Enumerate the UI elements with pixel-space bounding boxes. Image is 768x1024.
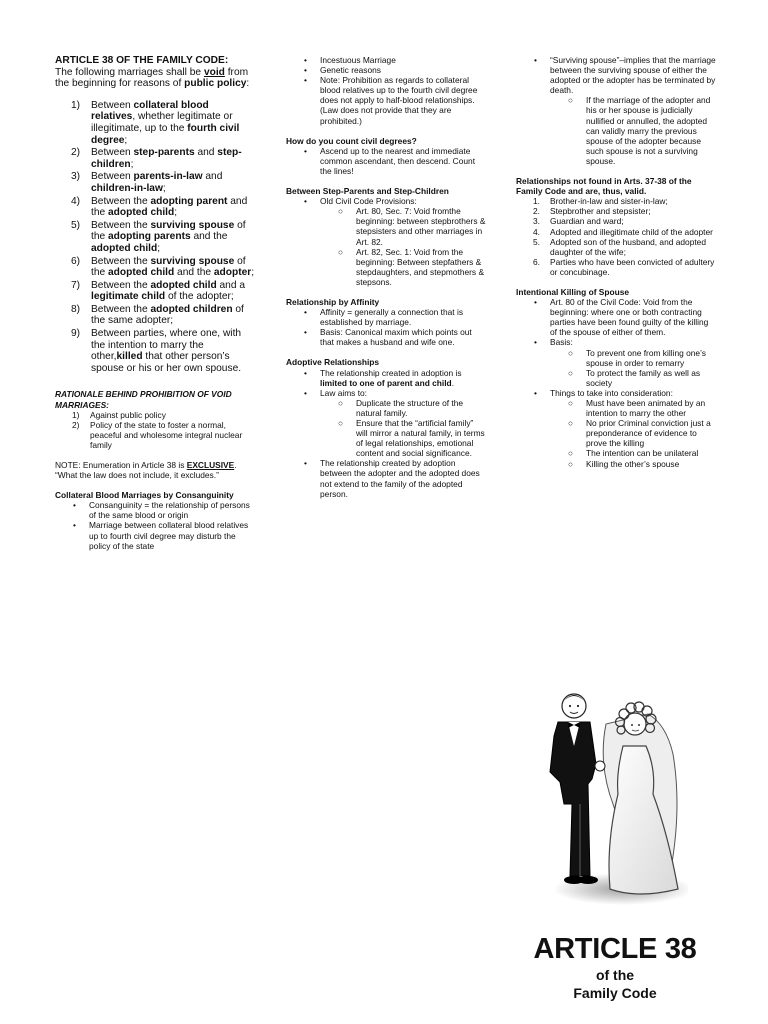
list-item: ○ Duplicate the structure of the natural family.	[338, 397, 464, 418]
list-item: ○ The intention can be unilateral	[568, 448, 699, 459]
list-item: 6. Parties who have been convicted of adultery or concubinage.	[533, 256, 715, 277]
list-item: ○ Ensure that the “artificial family” will mirror a natural family, in terms of legal relationships, emotional content and social significance.	[338, 418, 485, 459]
cover-title	[520, 932, 710, 1002]
list-item: ○ If the marriage of the adopter and his or her spouse is judicially nullified or annulled, the adopted can validly marry the previous spouse of the adopter because such spouse is not a surviving spouse.	[568, 95, 711, 166]
article-intro: The following marriages shall be void from the beginning for reasons of public policy:	[55, 66, 250, 90]
collateral-heading: Collateral Blood Marriages by Consanguinity	[55, 490, 234, 501]
list-item: ○ Art. 82, Sec. 1: Void from the beginning: Between stepfathers & stepdaughters, and stepmothers & stepsons.	[338, 246, 485, 287]
list-item: 6) Between the surviving spouse of the adopted child and the adopter;	[71, 255, 255, 279]
list-item: 1. Brother-in-law and sister-in-law;	[533, 196, 668, 207]
step-sub-list	[286, 206, 486, 287]
valid-relationships-list	[516, 196, 716, 277]
list-item: 3. Guardian and ward;	[533, 216, 624, 227]
list-item: • Incestuous Marriage	[304, 55, 396, 65]
list-item: ○ To protect the family as well as society	[568, 367, 701, 388]
affinity-heading: Relationship by Affinity	[286, 296, 380, 307]
list-item: • The relationship created in adoption is limited to one of parent and child.	[304, 367, 462, 388]
note-exclusive: NOTE: Enumeration in Article 38 is EXCLUSIVE.	[55, 460, 237, 470]
list-item: ○ Art. 80, Sec. 7: Void fromthe beginning: between stepbrothers & stepsisters and other marriages in Art. 82.	[338, 206, 486, 247]
list-item: 3) Between parents-in-law and children-in-law;	[71, 171, 223, 194]
affinity-bullets	[286, 307, 486, 347]
adoptive-heading: Adoptive Relationships	[286, 357, 380, 368]
bride-head	[624, 713, 646, 735]
list-item: • Basis: ○ To prevent one from killing one’s spouse in order to remarry ○ To protect the family as well as society	[516, 337, 716, 387]
surviving-spouse-bullets	[516, 55, 716, 166]
list-item: • Genetic reasons	[304, 65, 381, 76]
list-item: 4. Adopted and illegitimate child of the adopter	[533, 226, 713, 237]
column-3	[516, 55, 716, 469]
list-item: • Consanguinity = the relationship of persons of the same blood or origin	[73, 500, 250, 521]
title-article: ARTICLE 38	[533, 933, 697, 965]
list-item: • Old Civil Code Provisions: ○ Art. 80, Sec. 7: Void fromthe beginning: between stepbrothers & stepsisters and other marriages in Art. 82. ○ Art. 82, Sec. 1: Void from the beginning: Between stepfathers & stepdaughters, and stepmothers & stepsons.	[286, 196, 486, 287]
basis-sub-list	[516, 348, 716, 388]
list-item: • Things to take into consideration: ○ Must have been animated by an intention to marry the other ○ No prior Criminal conviction just a preponderance of evidence to prove the killing ○ The intention can be unilateral ○ Killing the other’s spouse	[516, 388, 716, 469]
list-item: 5) Between the surviving spouse of the adopting parents and the adopted child;	[71, 219, 246, 254]
list-item: 2. Stepbrother and stepsister;	[533, 206, 651, 217]
considerations-sub-list	[516, 398, 716, 469]
count-heading: How do you count civil degrees?	[286, 135, 417, 146]
groom-suit	[550, 722, 596, 876]
column-2	[286, 55, 486, 499]
list-item: • Art. 80 of the Civil Code: Void from the beginning: where one or both contracting parties have been found guilty of the killing of the spouse of either of them.	[534, 297, 709, 338]
void-marriages-list	[55, 100, 255, 375]
list-item: ○ Killing the other’s spouse	[568, 458, 680, 469]
collateral-list	[55, 500, 255, 550]
surviving-sub-list	[516, 95, 716, 166]
list-item: 2) Policy of the state to foster a normal, peaceful and wholesome integral nuclear family	[72, 419, 243, 450]
list-item: 1) Between collateral blood relatives, whether legitimate or illegitimate, up to the fourth civil degree;	[71, 99, 240, 146]
title-family-code: Family Code	[573, 985, 657, 1001]
killing-bullets	[516, 297, 716, 469]
title-of-the: of the	[595, 967, 635, 983]
list-item: • The relationship created by adoption between the adopter and the adopted does not extend to the family of the adopted person.	[304, 458, 480, 499]
top-bullets	[286, 55, 486, 126]
list-item: 5. Adopted son of the husband, and adopted daughter of the wife;	[533, 236, 707, 257]
list-item: • “Surviving spouse”–implies that the marriage between the surviving spouse of either the adopted or the adopter has be terminated by death. ○ If the marriage of the adopter and his or her spouse is judicially nullified or annulled, the adopted can validly marry the previous spouse of the adopter because such spouse is not a surviving spouse.	[516, 55, 716, 166]
list-item: • Affinity = generally a connection that is established by marriage.	[304, 307, 464, 328]
valid-relationships-heading: Relationships not found in Arts. 37-38 of the Family Code and are, thus, valid.	[516, 176, 692, 197]
list-item: 4) Between the adopting parent and the adopted child;	[71, 195, 248, 219]
groom-head	[562, 694, 586, 718]
killing-heading: Intentional Killing of Spouse	[516, 286, 630, 297]
list-item: ○ Must have been animated by an intention to marry the other	[568, 398, 706, 419]
step-bullets	[286, 196, 486, 287]
adoptive-sub-list	[286, 398, 486, 459]
note-quote: “What the law does not include, it excludes.”	[55, 470, 219, 481]
wedding-couple-illustration	[528, 684, 688, 909]
list-item: ○ No prior Criminal conviction just a preponderance of evidence to prove the killing	[568, 418, 711, 449]
column-1	[55, 55, 255, 551]
list-item: 1) Against public policy	[72, 409, 166, 420]
list-item: • Basis: Canonical maxim which points out that makes a husband and wife one.	[304, 327, 472, 348]
article-heading: ARTICLE 38 OF THE FAMILY CODE:	[55, 55, 229, 66]
list-item: ○ To prevent one from killing one’s spouse in order to remarry	[568, 347, 706, 368]
list-item: 7) Between the adopted child and a legitimate child of the adopter;	[71, 279, 246, 303]
count-bullets	[286, 146, 486, 176]
list-item: • Ascend up to the nearest and immediate common ascendant, then descend. Count the lines!	[304, 145, 476, 176]
list-item: • Note: Prohibition as regards to collateral blood relatives up to the fourth civil degree does not apply to half-blood relationships. (Law does not provide that they are prohibited.)	[304, 75, 478, 126]
list-item: 2) Between step-parents and step-children;	[71, 147, 242, 170]
list-item: • Law aims to: ○ Duplicate the structure of the natural family. ○ Ensure that the “artificial family” will mirror a natural family, in terms of legal relationships, emotional content and social significance.	[286, 388, 486, 459]
list-item: 8) Between the adopted children of the same adopter;	[71, 303, 244, 327]
list-item: • Marriage between collateral blood relatives up to fourth civil degree may disturb the policy of the state	[73, 520, 249, 551]
rationale-heading: RATIONALE BEHIND PROHIBITION OF VOID MARRIAGES:	[55, 389, 232, 410]
step-heading: Between Step-Parents and Step-Children	[286, 186, 449, 197]
rationale-list	[55, 410, 255, 450]
list-item: 9) Between parties, where one, with the intention to marry the other,killed that other person’s spouse or his or her own spouse.	[71, 328, 242, 374]
adoptive-bullets	[286, 368, 486, 499]
